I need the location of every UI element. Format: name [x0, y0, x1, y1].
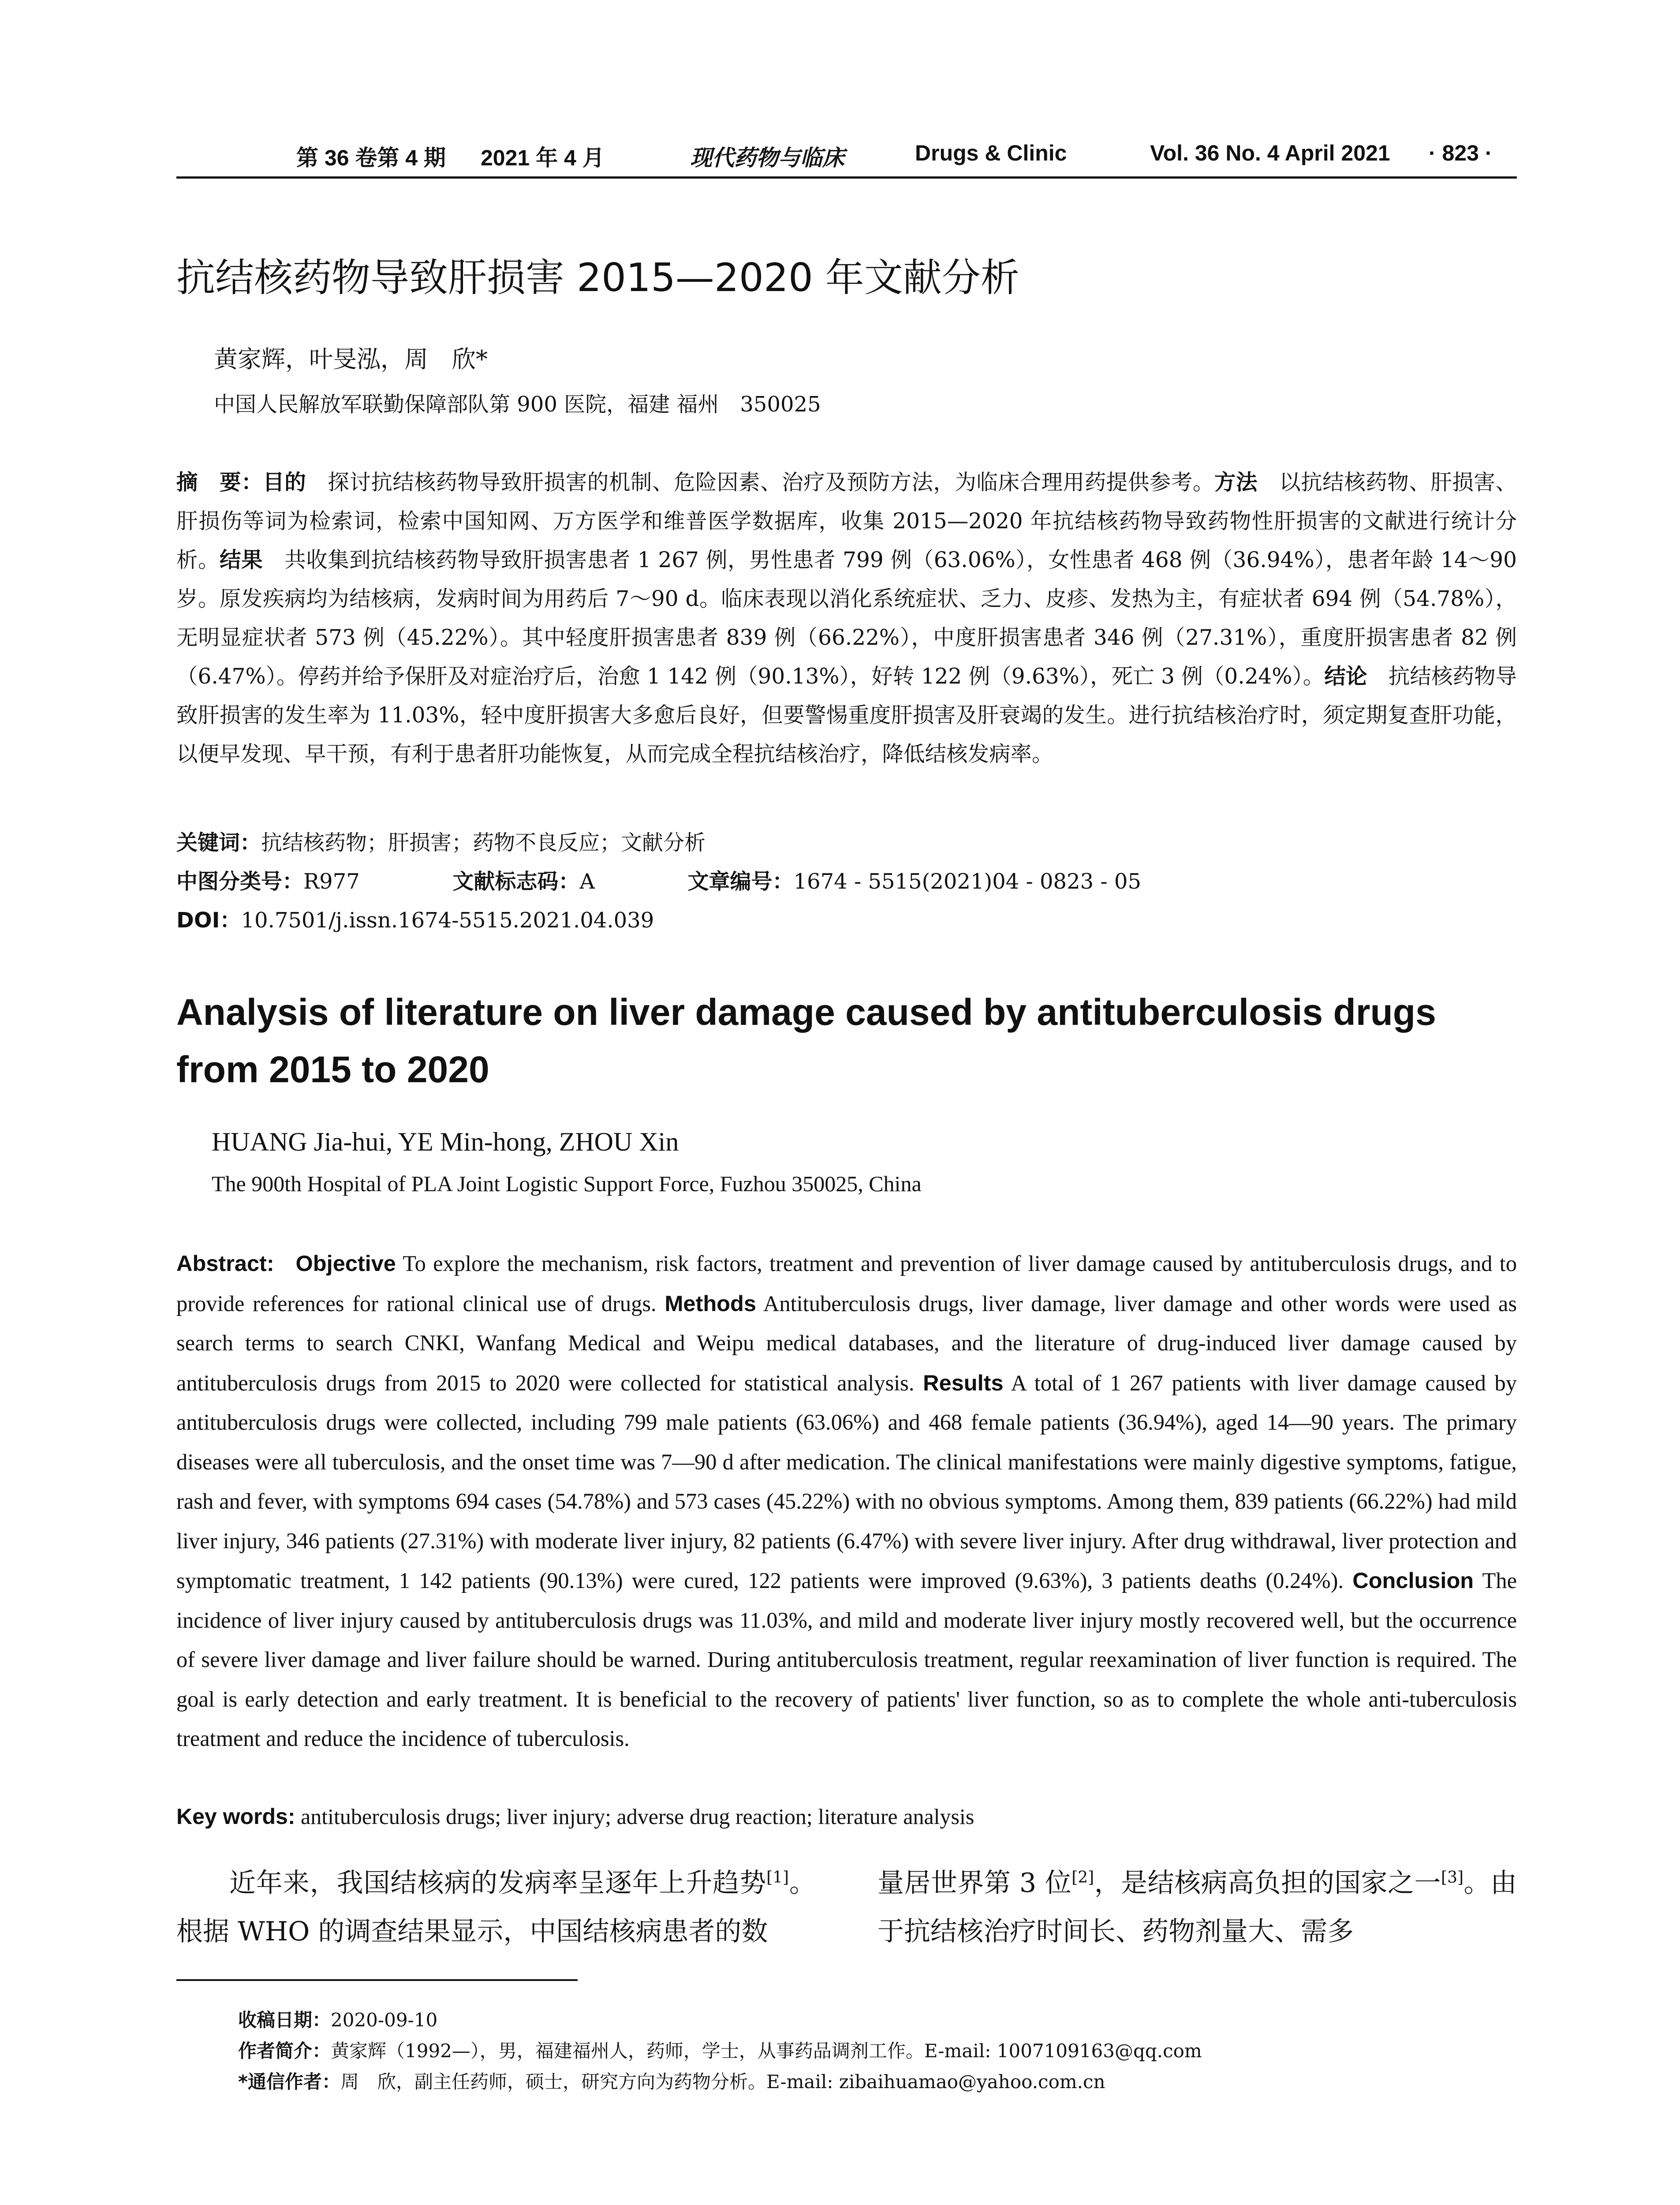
citation-1[interactable]: [1]	[766, 1869, 789, 1887]
abstract-cn-results: 共收集到抗结核药物导致肝损害患者 1 267 例，男性患者 799 例（63.06%），女性患者 468 例（36.94%），患者年龄 14～90 岁。原发疾病均为结核病，发病时间为用药后 7～90 d。临床表现以消化系统症状、乏力、皮疹、发热为主，有症状者 694 例（54.78%），无明显症状者 573 例（45.22%）。其中轻度肝损害患者 839 例（66.22%），中度肝损害患者 346 例（27.31%），重度肝损害患者 82 例（6.47%）。停药并给予保肝及对症治疗后，治愈 1 142 例（90.13%），好转 122 例（9.63%），死亡 3 例（0.24%）。	[176, 548, 1517, 689]
abstract-cn-methods-label: 方法	[1214, 470, 1258, 495]
keywords-en-label: Key words:	[176, 1804, 295, 1829]
abstract-cn-conclusion-label: 结论	[1324, 664, 1367, 689]
abstract-cn-label: 摘 要：	[176, 470, 263, 495]
header-page-number: · 823 ·	[1429, 141, 1493, 165]
doi-line	[176, 903, 654, 934]
abstract-en	[176, 1244, 1517, 1759]
body-column-left	[176, 1859, 816, 1956]
title-cn: 抗结核药物导致肝损害 2015—2020 年文献分析	[176, 255, 1019, 300]
abstract-cn-objective-label: 目的	[263, 470, 306, 495]
citation-3[interactable]: [3]	[1441, 1869, 1464, 1887]
abstract-en-methods: Antituberculosis drugs, liver damage, liver damage and other words were used as search terms to search CNKI, Wanfang Medical and Weipu medical databases, and the literature of drug-induced liver damage caused by antituberculosis drugs from 2015 to 2020 were collected for statistical analysis.	[176, 1291, 1517, 1395]
clc-value: R977	[303, 869, 360, 894]
footnote-received	[238, 2006, 437, 2032]
footnote-corresponding	[238, 2067, 1105, 2094]
abstract-en-results-label: Results	[923, 1370, 1004, 1395]
header-journal-en: Drugs & Clinic	[915, 141, 1067, 165]
footnote-corresponding-text: 周 欣，副主任药师，硕士，研究方向为药物分析。E-mail: zibaihuamao@yahoo.com.cn	[340, 2071, 1105, 2093]
abstract-en-results: A total of 1 267 patients with liver damage caused by antituberculosis drugs were collected, including 799 male patients (63.06%) and 468 female patients (36.94%), aged 14—90 years. The primary diseases were all tuberculosis, and the onset time was 7—90 d after medication. The clinical manifestations were mainly digestive symptoms, fatigue, rash and fever, with symptoms 694 cases (54.78%) and 573 cases (45.22%) with no obvious symptoms. Among them, 839 patients (66.22%) had mild liver injury, 346 patients (27.31%) with moderate liver injury, 82 patients (6.47%) with severe liver injury. After drug withdrawal, liver protection and symptomatic treatment, 1 142 patients (90.13%) were cured, 122 patients were improved (9.63%), 3 patients deaths (0.24%).	[176, 1370, 1517, 1593]
article-number-value: 1674 - 5515(2021)04 - 0823 - 05	[793, 869, 1141, 894]
footnote-author-text: 黄家辉（1992—），男，福建福州人，药师，学士，从事药品调剂工作。E-mail: 1007109163@qq.com	[331, 2040, 1202, 2062]
abstract-en-objective-label: Objective	[295, 1251, 396, 1276]
body-left-text-a: 近年来，我国结核病的发病率呈逐年上升趋势	[229, 1868, 767, 1899]
abstract-cn-conclusion: 抗结核药物导致肝损害的发生率为 11.03%，轻中度肝损害大多愈后良好，但要警惕重度肝损害及肝衰竭的发生。进行抗结核治疗时，须定期复查肝功能，以便早发现、早干预，有利于患者肝功能恢复，从而完成全程抗结核治疗，降低结核发病率。	[176, 664, 1517, 766]
body-right-text-a: 量居世界第 3 位	[877, 1868, 1072, 1899]
keywords-cn-label: 关键词：	[176, 830, 261, 855]
header-volume-cn: 第 36 卷第 4 期	[296, 146, 446, 170]
footnote-received-date: 2020-09-10	[331, 2009, 438, 2031]
abstract-en-conclusion: The incidence of liver injury caused by antituberculosis drugs was 11.03%, and mild and moderate liver injury mostly recovered well, but the occurrence of severe liver damage and liver failure should be warned. During antituberculosis treatment, regular reexamination of liver function is required. The goal is early detection and early treatment. It is beneficial to the recovery of patients' liver function, so as to complete the whole anti-tuberculosis treatment and reduce the incidence of tuberculosis.	[176, 1568, 1517, 1751]
abstract-cn-results-label: 结果	[220, 548, 263, 572]
abstract-en-conclusion-label: Conclusion	[1352, 1568, 1474, 1593]
body-right-text-b: ，是结核病高负担的国家之一	[1094, 1868, 1441, 1899]
footnote-rule	[176, 1979, 578, 1981]
affiliation-en: The 900th Hospital of PLA Joint Logistic Support Force, Fuzhou 350025, China	[212, 1171, 922, 1196]
keywords-cn	[176, 826, 706, 856]
abstract-cn-methods: 以抗结核药物、肝损害、肝损伤等词为检索词，检索中国知网、万方医学和维普医学数据库，收集 2015—2020 年抗结核药物导致药物性肝损害的文献进行统计分析。	[176, 470, 1517, 572]
body-right-text-c: 。由于抗结核治疗时间长、药物剂量大、需多	[877, 1868, 1517, 1947]
doc-code-label: 文献标志码：	[452, 869, 580, 894]
abstract-cn	[176, 463, 1517, 774]
authors-cn: 黄家辉，叶旻泓，周 欣*	[214, 345, 488, 373]
doi-label: DOI：	[176, 908, 241, 933]
header-volume-en: Vol. 36 No. 4 April 2021	[1150, 141, 1390, 165]
title-en: Analysis of literature on liver damage caused by antituberculosis drugs from 2015 to 2020	[176, 991, 1436, 1090]
header-journal-cn: 现代药物与临床	[690, 145, 844, 171]
footnote-corresponding-label: *通信作者：	[238, 2071, 340, 2093]
footnote-received-label: 收稿日期：	[238, 2009, 331, 2031]
affiliation-cn: 中国人民解放军联勤保障部队第 900 医院，福建 福州 350025	[214, 392, 821, 417]
abstract-en-label: Abstract:	[176, 1251, 274, 1276]
classification-line	[176, 864, 1141, 895]
keywords-en-text: antituberculosis drugs; liver injury; adverse drug reaction; literature analysis	[295, 1804, 974, 1829]
abstract-cn-objective: 探讨抗结核药物导致肝损害的机制、危险因素、治疗及预防方法，为临床合理用药提供参考。	[306, 470, 1214, 495]
body-left-text-b: 。根据 WHO 的调查结果显示，中国结核病患者的数	[176, 1868, 816, 1947]
header-date-cn: 2021 年 4 月	[481, 146, 605, 170]
doi-link[interactable]: 10.7501/j.issn.1674-5515.2021.04.039	[241, 908, 654, 933]
keywords-en	[176, 1804, 974, 1829]
footnote-author-label: 作者简介：	[238, 2040, 331, 2062]
abstract-en-methods-label: Methods	[665, 1290, 756, 1316]
authors-en: HUANG Jia-hui, YE Min-hong, ZHOU Xin	[212, 1127, 679, 1156]
abstract-en-objective: To explore the mechanism, risk factors, treatment and prevention of liver damage caused by antituberculosis drugs, and to provide references for rational clinical use of drugs.	[176, 1251, 1517, 1316]
keywords-cn-text: 抗结核药物；肝损害；药物不良反应；文献分析	[261, 830, 706, 855]
article-number-label: 文章编号：	[687, 869, 794, 894]
clc-label: 中图分类号：	[176, 869, 304, 894]
body-column-right	[877, 1859, 1517, 1956]
citation-2[interactable]: [2]	[1071, 1869, 1094, 1887]
footnote-author	[238, 2037, 1202, 2063]
header-rule	[176, 176, 1517, 179]
doc-code-value: A	[579, 869, 595, 894]
